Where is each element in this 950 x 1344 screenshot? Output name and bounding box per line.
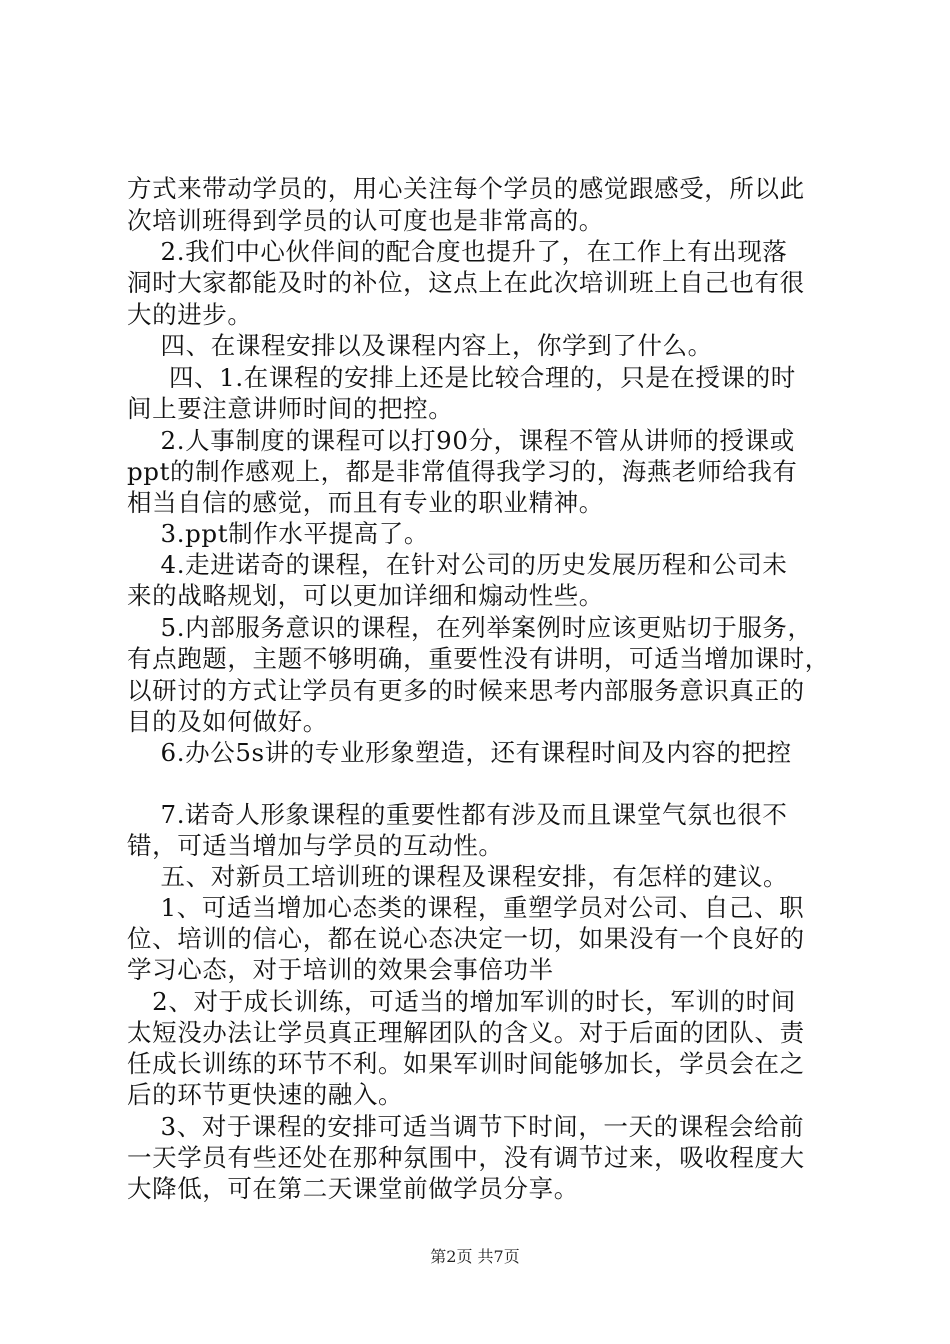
text-line: 5.内部服务意识的课程，在列举案例时应该更贴切于服务， (127, 613, 813, 642)
text-line: 以研讨的方式让学员有更多的时候来思考内部服务意识真正的 (127, 676, 805, 705)
text-line: 位、培训的信心，都在说心态决定一切，如果没有一个良好的 (127, 924, 805, 953)
text-line: 洞时大家都能及时的补位，这点上在此次培训班上自己也有很 (127, 268, 805, 297)
text-line: 有点跑题，主题不够明确，重要性没有讲明，可适当增加课时， (127, 644, 830, 673)
page-footer: 第2页 共7页 (430, 1247, 520, 1266)
text-line: 次培训班得到学员的认可度也是非常高的。 (127, 206, 604, 235)
text-line: 7.诺奇人形象课程的重要性都有涉及而且课堂气氛也很不 (127, 800, 788, 829)
text-line: 间上要注意讲师时间的把控。 (127, 394, 454, 423)
text-line: 五、对新员工培训班的课程及课程安排，有怎样的建议。 (127, 862, 789, 891)
text-line: 目的及如何做好。 (127, 707, 328, 736)
text-line: 3.ppt制作水平提高了。 (127, 519, 429, 548)
text-line: 3、对于课程的安排可适当调节下时间，一天的课程会给前 (127, 1112, 805, 1141)
text-line: 学习心态，对于培训的效果会事倍功半 (127, 955, 554, 984)
text-line: 四、1.在课程的安排上还是比较合理的，只是在授课的时 (127, 363, 796, 392)
text-line: 2.人事制度的课程可以打90分，课程不管从讲师的授课或 (127, 426, 795, 455)
text-line: 2、对于成长训练，可适当的增加军训的时长，军训的时间 (127, 987, 796, 1016)
text-line: 后的环节更快速的融入。 (127, 1080, 404, 1109)
text-line: 太短没办法让学员真正理解团队的含义。对于后面的团队、责 (127, 1018, 805, 1047)
text-line: 4.走进诺奇的课程，在针对公司的历史发展历程和公司未 (127, 550, 788, 579)
text-line: 错，可适当增加与学员的互动性。 (127, 831, 504, 860)
text-line: 任成长训练的环节不利。如果军训时间能够加长，学员会在之 (127, 1049, 805, 1078)
text-line: 2.我们中心伙伴间的配合度也提升了，在工作上有出现落 (127, 237, 788, 266)
text-line: 相当自信的感觉，而且有专业的职业精神。 (127, 488, 604, 517)
text-line: 一天学员有些还处在那种氛围中，没有调节过来，吸收程度大 (127, 1143, 805, 1172)
text-line: ppt的制作感观上，都是非常值得我学习的，海燕老师给我有 (127, 457, 798, 486)
text-line: 大的进步。 (127, 300, 253, 329)
text-line: 四、在课程安排以及课程内容上，你学到了什么。 (127, 331, 713, 360)
text-line: 大降低，可在第二天课堂前做学员分享。 (127, 1174, 579, 1203)
text-line: 1、可适当增加心态类的课程，重塑学员对公司、自己、职 (127, 893, 805, 922)
text-line: 来的战略规划，可以更加详细和煽动性些。 (127, 581, 604, 610)
text-line: 6.办公5s讲的专业形象塑造，还有课程时间及内容的把控 (127, 738, 792, 767)
text-line: 方式来带动学员的，用心关注每个学员的感觉跟感受，所以此 (127, 174, 805, 203)
